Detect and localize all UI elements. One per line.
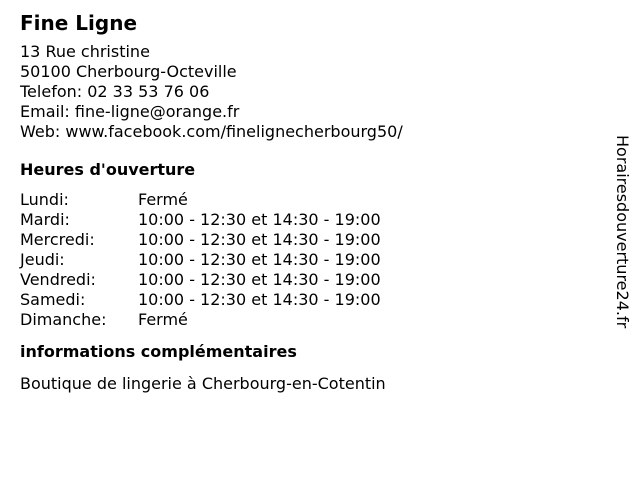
- hours-row-dimanche: [20, 310, 600, 330]
- address-street: 13 Rue christine: [20, 42, 150, 61]
- phone-line: Telefon: 02 33 53 76 06: [20, 82, 210, 101]
- info-text: Boutique de lingerie à Cherbourg-en-Cotentin: [20, 374, 386, 393]
- hours-day: Jeudi:: [20, 250, 65, 269]
- hours-day: Dimanche:: [20, 310, 107, 329]
- hours-day: Vendredi:: [20, 270, 96, 289]
- hours-time: Fermé: [138, 310, 188, 329]
- hours-time: 10:00 - 12:30 et 14:30 - 19:00: [138, 230, 381, 249]
- hours-day: Samedi:: [20, 290, 86, 309]
- hours-row-vendredi: [20, 270, 600, 290]
- hours-row-jeudi: [20, 250, 600, 270]
- web-line: Web: www.facebook.com/finelignecherbourg50/: [20, 122, 403, 141]
- hours-row-lundi: [20, 190, 600, 210]
- business-card: [20, 10, 600, 394]
- hours-time: 10:00 - 12:30 et 14:30 - 19:00: [138, 210, 381, 229]
- hours-day: Mardi:: [20, 210, 70, 229]
- hours-time: 10:00 - 12:30 et 14:30 - 19:00: [138, 270, 381, 289]
- email-line: Email: fine-ligne@orange.fr: [20, 102, 240, 121]
- hours-row-mercredi: [20, 230, 600, 250]
- site-watermark: Horairesdouverture24.fr: [613, 135, 632, 329]
- business-name: Fine Ligne: [20, 11, 138, 35]
- address-city: 50100 Cherbourg-Octeville: [20, 62, 237, 81]
- hours-time: 10:00 - 12:30 et 14:30 - 19:00: [138, 290, 381, 309]
- hours-day: Lundi:: [20, 190, 69, 209]
- hours-time: Fermé: [138, 190, 188, 209]
- address-block: [20, 42, 600, 142]
- hours-row-samedi: [20, 290, 600, 310]
- hours-time: 10:00 - 12:30 et 14:30 - 19:00: [138, 250, 381, 269]
- hours-day: Mercredi:: [20, 230, 95, 249]
- hours-table: [20, 190, 600, 330]
- hours-row-mardi: [20, 210, 600, 230]
- hours-heading: Heures d'ouverture: [20, 160, 196, 179]
- info-heading: informations complémentaires: [20, 342, 297, 361]
